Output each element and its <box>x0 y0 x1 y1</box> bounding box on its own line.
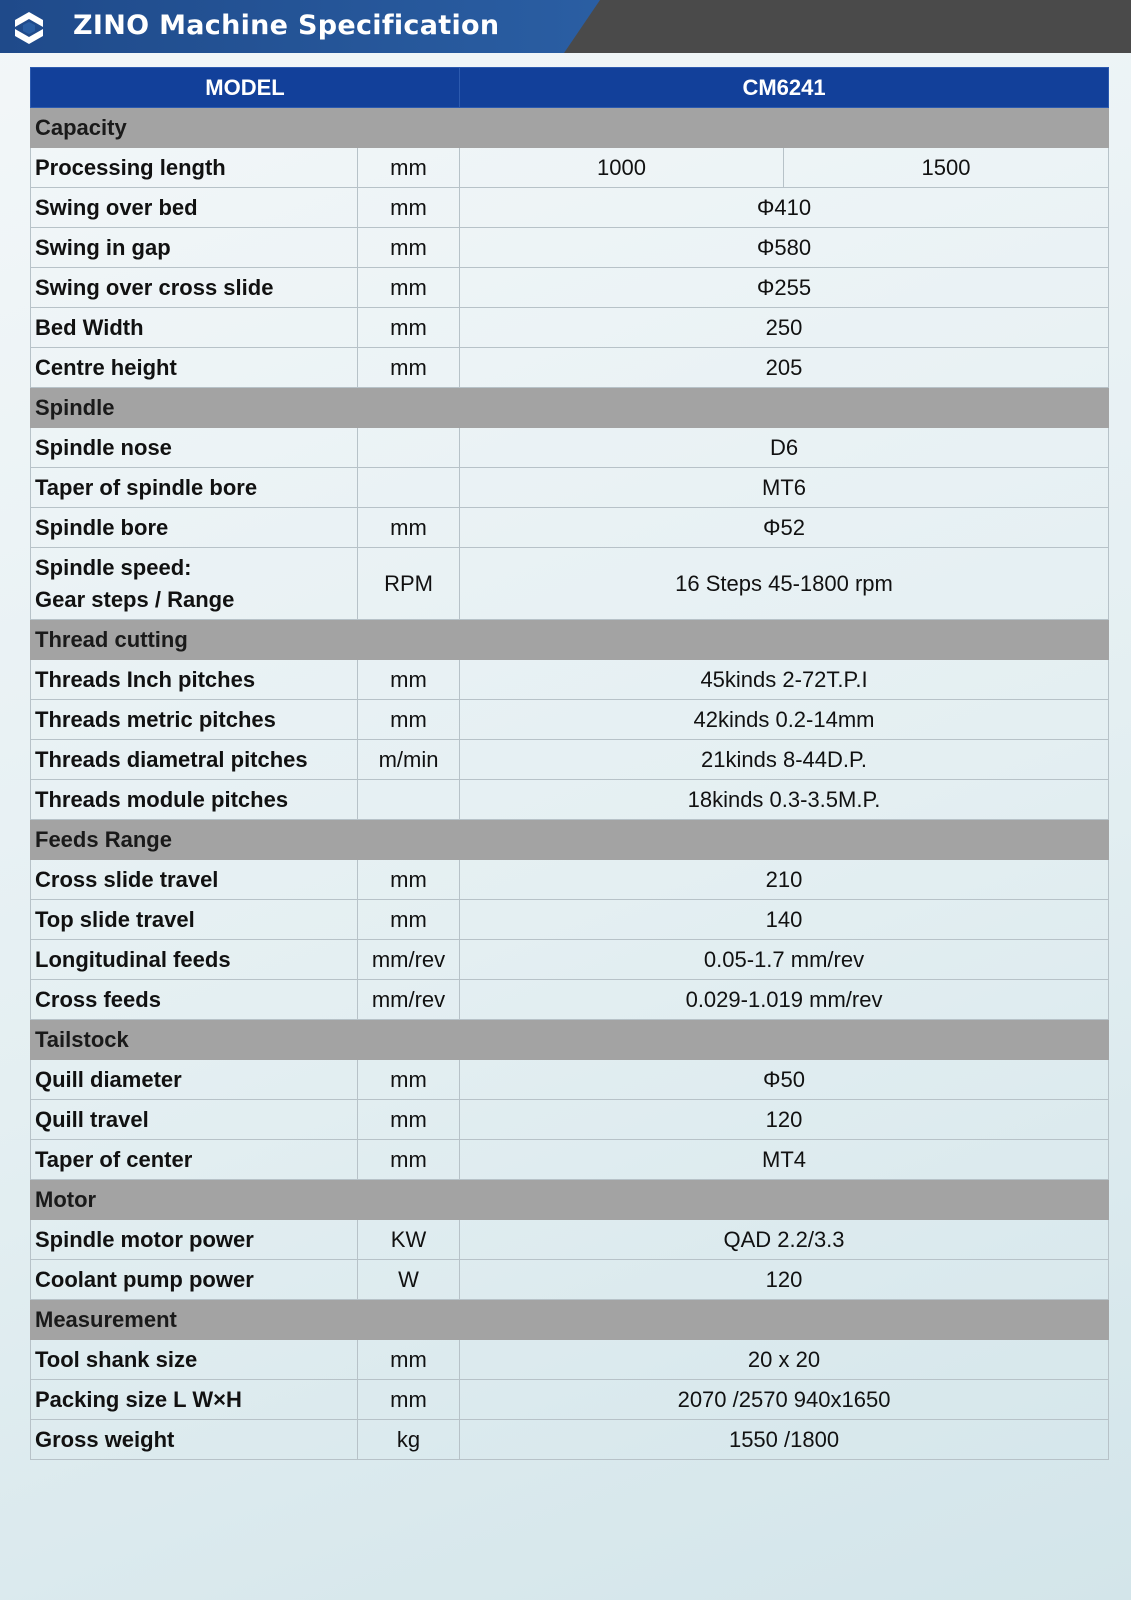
spec-value: 120 <box>460 1100 1109 1140</box>
spec-row <box>31 1060 1109 1100</box>
section-label: Capacity <box>31 108 1109 148</box>
spec-unit: mm <box>358 860 460 900</box>
spec-name: Taper of spindle bore <box>31 468 358 508</box>
spec-value: Φ580 <box>460 228 1109 268</box>
spec-value: D6 <box>460 428 1109 468</box>
spec-name: Centre height <box>31 348 358 388</box>
spec-unit: W <box>358 1260 460 1300</box>
spec-value: 205 <box>460 348 1109 388</box>
spec-name: Swing over cross slide <box>31 268 358 308</box>
spec-unit: mm <box>358 1140 460 1180</box>
section-header-row <box>31 1300 1109 1340</box>
spec-row <box>31 268 1109 308</box>
spec-value: 0.029-1.019 mm/rev <box>460 980 1109 1020</box>
section-header-row <box>31 388 1109 428</box>
spec-name: Threads module pitches <box>31 780 358 820</box>
spec-unit: mm <box>358 1340 460 1380</box>
spec-unit <box>358 428 460 468</box>
spec-unit: mm <box>358 148 460 188</box>
spec-value: QAD 2.2/3.3 <box>460 1220 1109 1260</box>
spec-name: Spindle motor power <box>31 1220 358 1260</box>
spec-value: 1550 /1800 <box>460 1420 1109 1460</box>
section-header-row <box>31 1020 1109 1060</box>
spec-name: Cross slide travel <box>31 860 358 900</box>
spec-value: Φ52 <box>460 508 1109 548</box>
spec-row <box>31 1140 1109 1180</box>
spec-row <box>31 1420 1109 1460</box>
section-header-row <box>31 1180 1109 1220</box>
spec-row <box>31 1260 1109 1300</box>
spec-name: Cross feeds <box>31 980 358 1020</box>
spec-row <box>31 900 1109 940</box>
spec-name: Threads Inch pitches <box>31 660 358 700</box>
spec-name: Coolant pump power <box>31 1260 358 1300</box>
page-header <box>0 0 1131 53</box>
spec-unit: kg <box>358 1420 460 1460</box>
section-label: Thread cutting <box>31 620 1109 660</box>
zino-logo-icon <box>12 11 46 45</box>
spec-value: 21kinds 8-44D.P. <box>460 740 1109 780</box>
spec-value: 16 Steps 45-1800 rpm <box>460 548 1109 620</box>
spec-name: Packing size L W×H <box>31 1380 358 1420</box>
spec-unit: mm <box>358 1380 460 1420</box>
spec-row <box>31 860 1109 900</box>
spec-value: Φ50 <box>460 1060 1109 1100</box>
spec-unit: mm/rev <box>358 940 460 980</box>
spec-row <box>31 188 1109 228</box>
model-header-row <box>31 68 1109 108</box>
section-label: Tailstock <box>31 1020 1109 1060</box>
spec-value: 120 <box>460 1260 1109 1300</box>
spec-unit: KW <box>358 1220 460 1260</box>
spec-row <box>31 660 1109 700</box>
spec-name: Threads diametral pitches <box>31 740 358 780</box>
spec-name: Longitudinal feeds <box>31 940 358 980</box>
spec-row <box>31 1220 1109 1260</box>
spec-name: Taper of center <box>31 1140 358 1180</box>
spec-value: MT4 <box>460 1140 1109 1180</box>
spec-value: Φ255 <box>460 268 1109 308</box>
spec-name: Swing in gap <box>31 228 358 268</box>
spec-unit: RPM <box>358 548 460 620</box>
spec-unit: mm/rev <box>358 980 460 1020</box>
spec-unit <box>358 468 460 508</box>
spec-value: 140 <box>460 900 1109 940</box>
section-label: Feeds Range <box>31 820 1109 860</box>
spec-name: Spindle nose <box>31 428 358 468</box>
spec-row <box>31 1340 1109 1380</box>
spec-unit: mm <box>358 1100 460 1140</box>
spec-unit: mm <box>358 308 460 348</box>
spec-row <box>31 980 1109 1020</box>
spec-name: Gross weight <box>31 1420 358 1460</box>
spec-unit: mm <box>358 348 460 388</box>
spec-name: Threads metric pitches <box>31 700 358 740</box>
section-header-row <box>31 620 1109 660</box>
spec-value: Φ410 <box>460 188 1109 228</box>
spec-name: Spindle speed: Gear steps / Range <box>31 548 358 620</box>
spec-row <box>31 428 1109 468</box>
spec-value: 1500 <box>784 148 1109 188</box>
spec-row <box>31 940 1109 980</box>
spec-value: MT6 <box>460 468 1109 508</box>
spec-row <box>31 468 1109 508</box>
section-header-row <box>31 820 1109 860</box>
spec-unit: mm <box>358 900 460 940</box>
page-title: ZINO Machine Specification <box>73 10 500 41</box>
spec-row <box>31 148 1109 188</box>
spec-value: 210 <box>460 860 1109 900</box>
spec-row <box>31 780 1109 820</box>
spec-unit: mm <box>358 700 460 740</box>
spec-row <box>31 700 1109 740</box>
spec-name: Tool shank size <box>31 1340 358 1380</box>
spec-name: Quill diameter <box>31 1060 358 1100</box>
spec-name: Swing over bed <box>31 188 358 228</box>
model-value: CM6241 <box>460 68 1109 108</box>
spec-value: 250 <box>460 308 1109 348</box>
spec-value: 18kinds 0.3-3.5M.P. <box>460 780 1109 820</box>
spec-row <box>31 348 1109 388</box>
spec-name: Processing length <box>31 148 358 188</box>
spec-value: 0.05-1.7 mm/rev <box>460 940 1109 980</box>
spec-unit: m/min <box>358 740 460 780</box>
spec-unit: mm <box>358 228 460 268</box>
section-header-row <box>31 108 1109 148</box>
spec-name: Quill travel <box>31 1100 358 1140</box>
spec-row <box>31 508 1109 548</box>
spec-value: 1000 <box>460 148 784 188</box>
spec-unit: mm <box>358 660 460 700</box>
section-label: Measurement <box>31 1300 1109 1340</box>
section-label: Spindle <box>31 388 1109 428</box>
spec-name: Spindle bore <box>31 508 358 548</box>
spec-row <box>31 740 1109 780</box>
model-label: MODEL <box>31 68 460 108</box>
spec-row <box>31 548 1109 620</box>
spec-unit: mm <box>358 508 460 548</box>
spec-row <box>31 228 1109 268</box>
spec-unit: mm <box>358 188 460 228</box>
section-label: Motor <box>31 1180 1109 1220</box>
spec-value: 42kinds 0.2-14mm <box>460 700 1109 740</box>
spec-row <box>31 1380 1109 1420</box>
spec-value: 45kinds 2-72T.P.I <box>460 660 1109 700</box>
spec-unit: mm <box>358 1060 460 1100</box>
spec-row <box>31 308 1109 348</box>
spec-row <box>31 1100 1109 1140</box>
spec-value: 20 x 20 <box>460 1340 1109 1380</box>
spec-name: Bed Width <box>31 308 358 348</box>
spec-name: Top slide travel <box>31 900 358 940</box>
spec-unit <box>358 780 460 820</box>
spec-table <box>30 67 1109 1460</box>
spec-unit: mm <box>358 268 460 308</box>
spec-value: 2070 /2570 940x1650 <box>460 1380 1109 1420</box>
